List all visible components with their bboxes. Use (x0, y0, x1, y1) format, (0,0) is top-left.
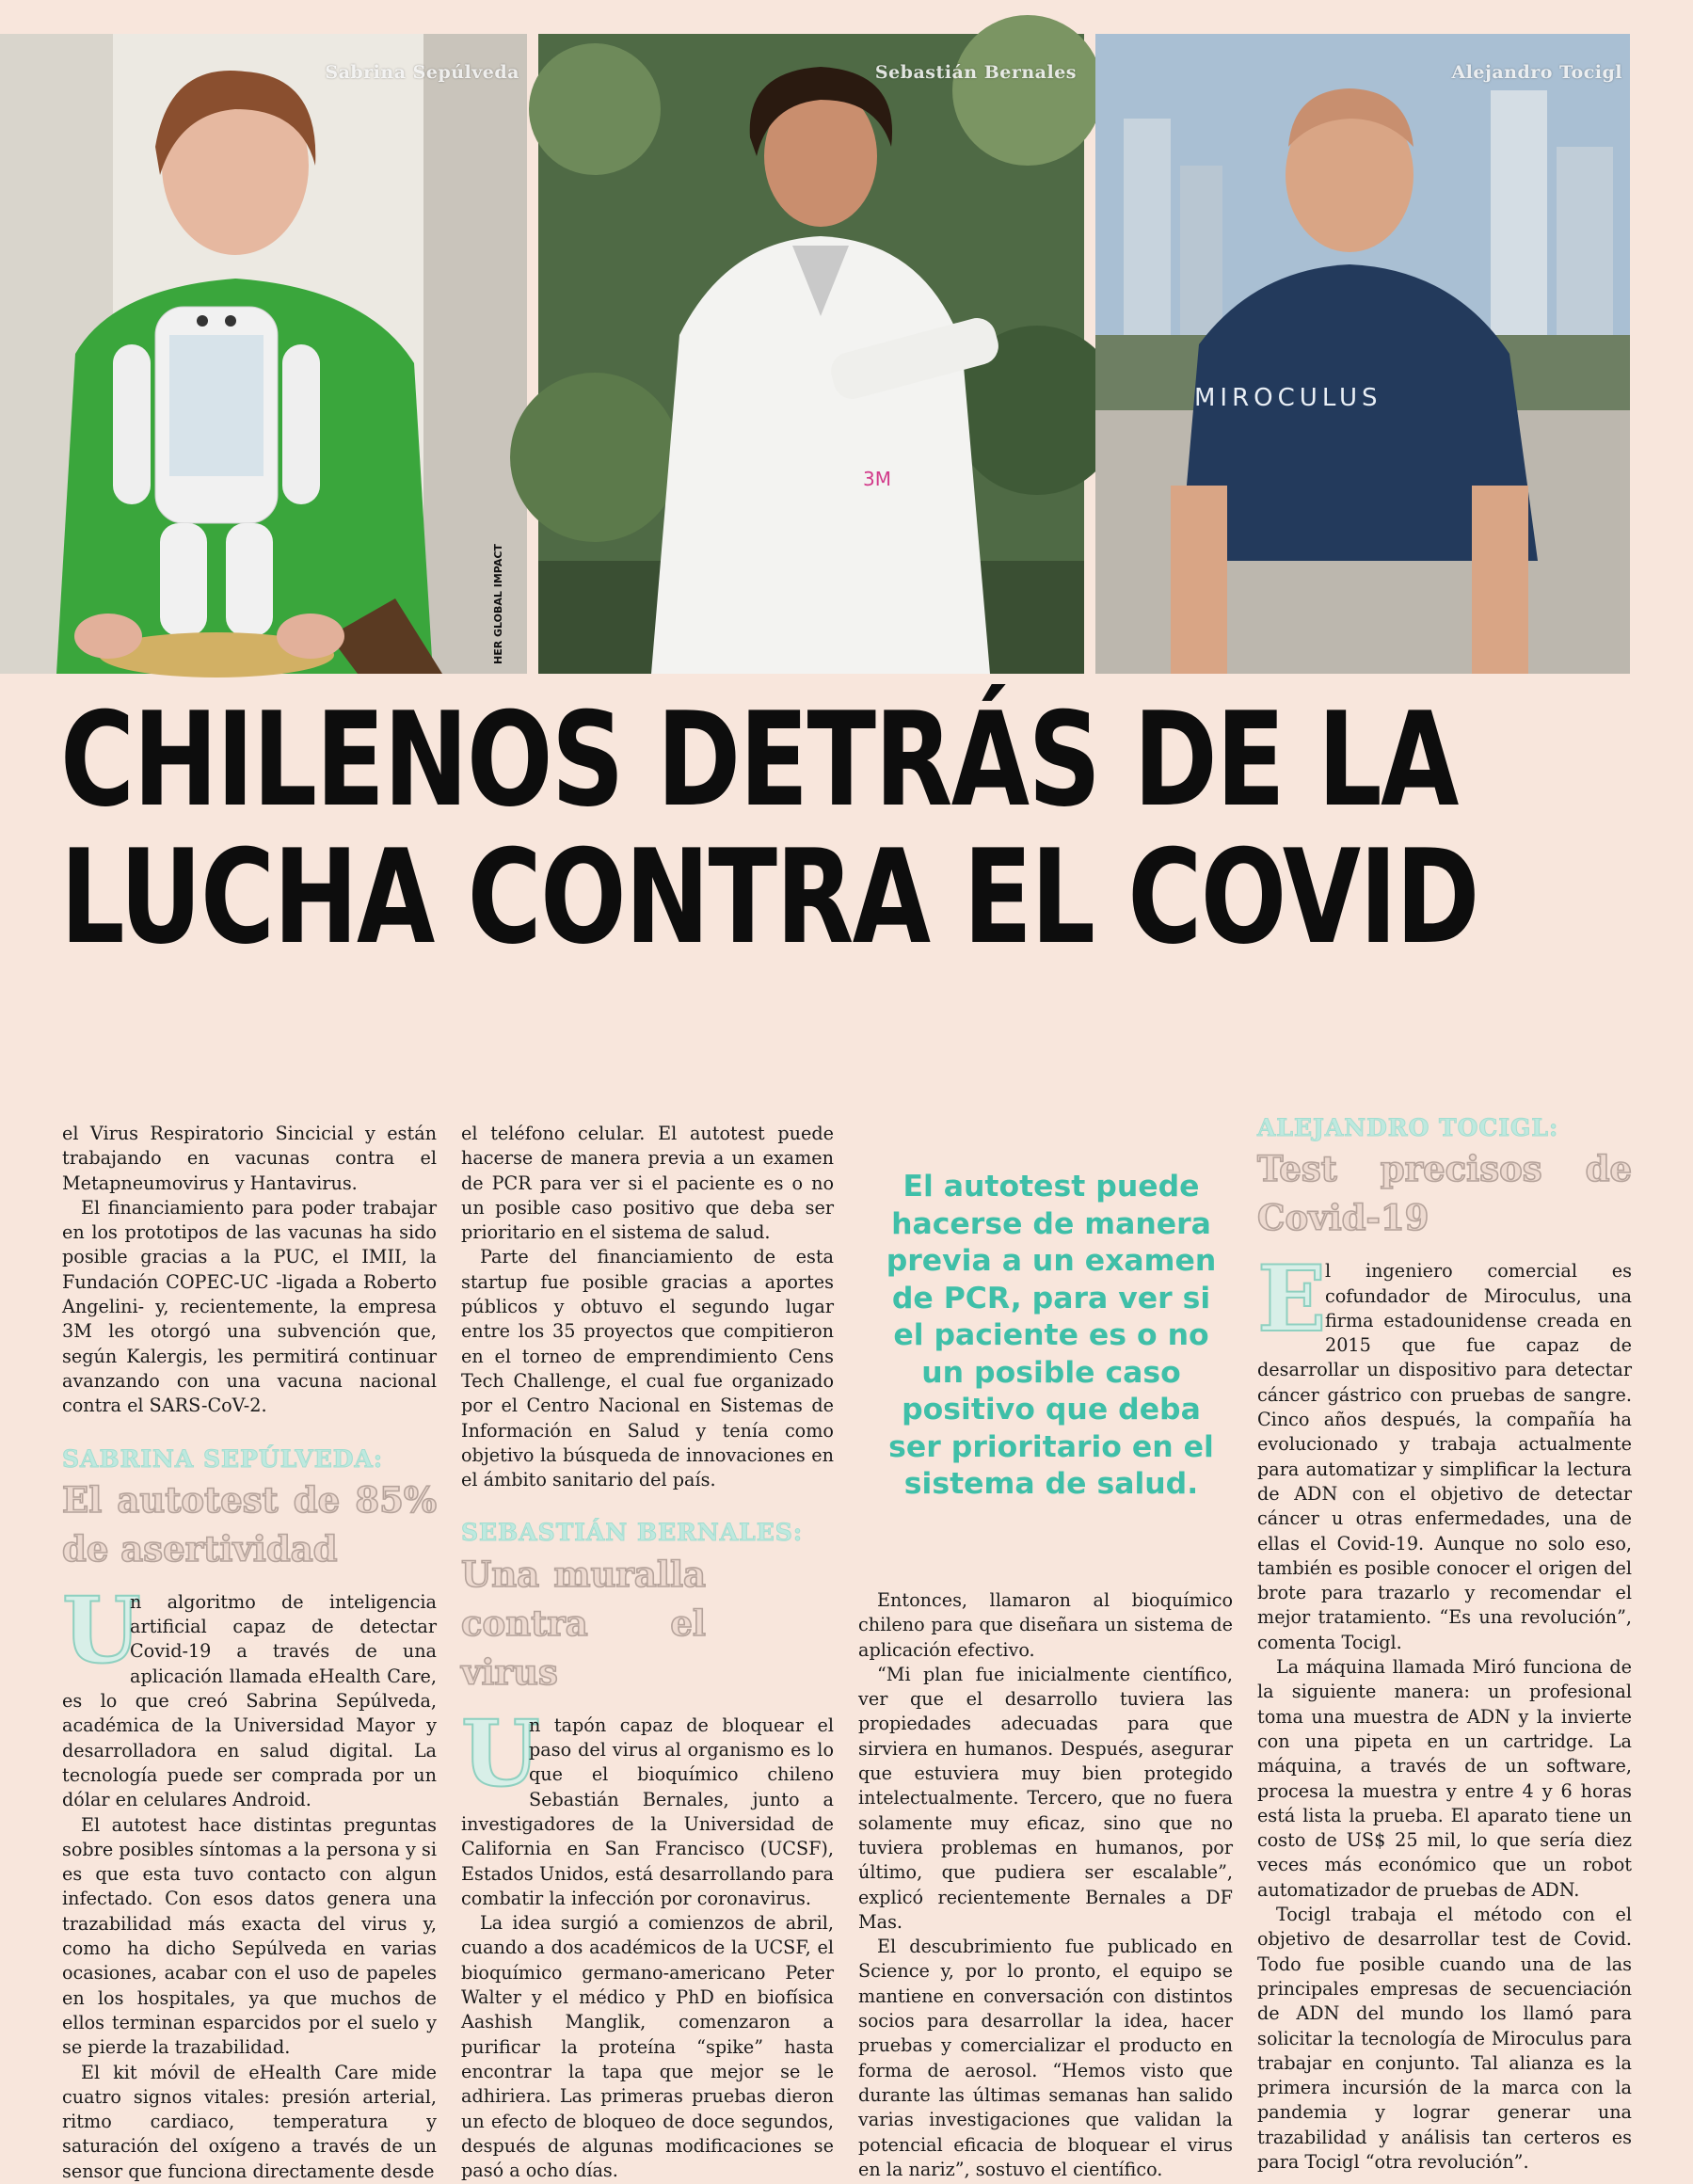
paragraph: el Virus Respiratorio Sincicial y están trabajando en vacunas contra el Metapneumovirus y Hantavirus. (62, 1123, 437, 1194)
paragraph-text: n algoritmo de inteligencia artificial capaz de detectar Covid-19 a través de una aplicación llamada eHealth Care, es lo que creó Sabrina Sepúlveda, académica de la Universidad Mayor y desarrolladora en salud digital. La tecnología puede ser comprada por un dólar en celulares Android. (62, 1590, 437, 1811)
paragraph-text: n tapón capaz de bloquear el paso del virus al organismo es lo que el bioquímico chileno Sebastián Bernales, junto a investigadores de la Universidad de California en San Francisco (UCSF), Estados Unidos, está desarrollando para combatir la infección por coronavirus. (461, 1714, 834, 1909)
paragraph-with-dropcap (62, 1576, 437, 1813)
paragraph: Tocigl trabaja el método con el objetivo de desarrollar test de Covid. Todo fue posible cuando una de las principales empresas de secuenciación de ADN del mundo los llamó para solicitar la tecnología de Miroculus para trabajar en conjunto. Tal alianza es la primera incursión de la marca con la pandemia y lograr generar una trazabilidad y análisis tan certeros es para Tocigl “otra revolución”. (1257, 1904, 1632, 2173)
section-title: Test precisos de Covid-19 (1257, 1148, 1632, 1239)
article-column-3 (858, 1588, 1233, 2182)
photo-credit: Sabrina Sepúlveda (325, 62, 519, 83)
photo-credit: Alejandro Tocigl (1451, 62, 1622, 83)
3m-logo: 3M (863, 468, 891, 490)
pull-quote: El autotest puede hacerse de manera previa a un examen de PCR, para ver si el paciente es o no un posible caso positivo que deba ser prioritario en el sistema de salud. (886, 1170, 1217, 1501)
section-title: Una muralla contra el virus (461, 1553, 706, 1693)
photo-sabrina-sepulveda (0, 34, 527, 674)
section-heading-sepulveda (62, 1444, 437, 1573)
drop-cap: U (461, 1699, 540, 1807)
paragraph: El autotest hace distintas preguntas sobre posibles síntomas a la persona y si es que esta tuvo contacto con algun infectado. Con esos datos genera una trazabilidad más exacta del virus y, como ha dicho Sepúlveda en varias ocasiones, acabar con el uso de papeles en los hospitales, ya que muchos de ellos terminan esparcidos por el suelo y se pierde la trazabilidad. (62, 1813, 437, 2059)
paragraph-with-dropcap (461, 1699, 834, 1911)
paragraph: el teléfono celular. El autotest puede hacerse de manera previa a un examen de PCR para ver si el paciente es o no un posible caso positivo que deba ser prioritario en el sistema de salud. (461, 1123, 834, 1244)
paragraph: El kit móvil de eHealth Care mide cuatro signos vitales: presión arterial, ritmo cardiaco, temperatura y saturación del oxígeno a través de un sensor que funciona directamente desde (62, 2061, 437, 2182)
paragraph: “Mi plan fue inicialmente científico, ver que el desarrollo tuviera las propiedades adecuadas para que sirviera en humanos. Después, asegurar que estuviera muy bien protegido intelectualmente. Tercero, que no fuera solamente muy eficaz, sino que no tuviera problemas en humanos, por último, que pudiera ser escalable”, explicó recientemente Bernales a DF Mas. (858, 1663, 1233, 1933)
portrait-illustration (538, 34, 1084, 674)
paragraph-with-dropcap (1257, 1246, 1632, 1655)
paragraph: Parte del financiamiento de esta startup fue posible gracias a aportes públicos y obtuvo el segundo lugar entre los 35 proyectos que compitieron en el torneo de emprendimiento Cens Tech Challenge, el cual fue organizado por el Centro Nacional en Sistemas de Información en Salud y tenía como objetivo la búsqueda de innovaciones en el ámbito sanitario del país. (461, 1246, 834, 1491)
headline-line-2: LUCHA CONTRA EL COVID (60, 821, 1478, 973)
article-column-1 (62, 1122, 437, 2184)
portrait-illustration (0, 34, 527, 674)
paragraph: El financiamiento para poder trabajar en los prototipos de las vacunas ha sido posible gracias a la PUC, el IMII, la Fundación COPEC-UC -ligada a Roberto Angelini- y, recientemente, la empresa 3M les otorgó una subvención que, según Kalergis, les permitirá continuar avanzando con una vacuna nacional contra el SARS-CoV-2. (62, 1196, 437, 1417)
drop-cap: E (1257, 1246, 1327, 1353)
headline (60, 684, 1478, 973)
photo-alejandro-tocigl (1095, 34, 1630, 674)
section-kicker: SABRINA SEPÚLVEDA: (62, 1444, 384, 1473)
paragraph: El descubrimiento fue publicado en Science y, por lo pronto, el equipo se mantiene en conversación con distintos socios para desarrollar la idea, hacer pruebas y comercializar el producto en forma de aerosol. “Hemos visto que durante las últimas semanas han salido varias investigaciones que validan la potencial eficacia de bloquear el virus en la nariz”, sostuvo el científico. (858, 1936, 1233, 2180)
paragraph: La máquina llamada Miró funciona de la siguiente manera: un profesional toma una muestra de ADN y la invierte con una pipeta en un cartridge. La máquina, a través de un software, procesa la muestra y entre 4 y 6 horas está lista la prueba. El aparato tiene un costo de US$ 25 mil, lo que sería diez veces más económico que un robot automatizador de pruebas de ADN. (1257, 1656, 1632, 1901)
section-kicker: SEBASTIÁN BERNALES: (461, 1519, 804, 1547)
paragraph: Entonces, llamaron al bioquímico chileno para que diseñara un sistema de aplicación efectivo. (858, 1589, 1233, 1661)
paragraph-text: l ingeniero comercial es cofundador de Miroculus, una firma estadounidense creada en 2015 que fue capaz de desarrollar un dispositivo para detectar cáncer gástrico con pruebas de sangre. Cinco años después, la compañía ha evolucionado y trabaja actualmente para automatizar y simplificar la lectura de ADN con el objetivo de detectar cáncer u otras enfermedades, una de ellas el Covid-19. Aunque no solo eso, también es posible conocer el origen del brote para trazarlo y recomendar el mejor tratamiento. “Es una revolución”, comenta Tocigl. (1257, 1260, 1632, 1653)
paragraph: La idea surgió a comienzos de abril, cuando a dos académicos de la UCSF, el bioquímico germano-americano Peter Walter y el médico y PhD en biofísica Aashish Manglik, comenzaron a purificar la proteína “spike” hasta encontrar la tapa que mejor se le adhiriera. Las primeras pruebas dieron un efecto de bloqueo de doce segundos, después de algunas modificaciones se pasó a ocho días. (461, 1912, 834, 2182)
section-heading-tocigl (1257, 1116, 1632, 1242)
photo-side-credit: HER GLOBAL IMPACT (492, 544, 504, 664)
section-title: El autotest de 85% de asertividad (62, 1478, 437, 1570)
section-kicker: ALEJANDRO TOCIGL: (1257, 1114, 1559, 1141)
miroculus-shirt-text: MIROCULUS (1194, 384, 1382, 412)
headline-line-1: CHILENOS DETRÁS DE LA (60, 684, 1458, 836)
drop-cap: U (62, 1576, 141, 1683)
article-column-4 (1257, 1116, 1632, 2175)
article-column-2 (461, 1122, 834, 2183)
photo-credit: Sebastián Bernales (874, 62, 1077, 83)
section-heading-bernales (461, 1521, 834, 1696)
portrait-illustration (1095, 34, 1630, 674)
photo-sebastian-bernales (538, 34, 1084, 674)
